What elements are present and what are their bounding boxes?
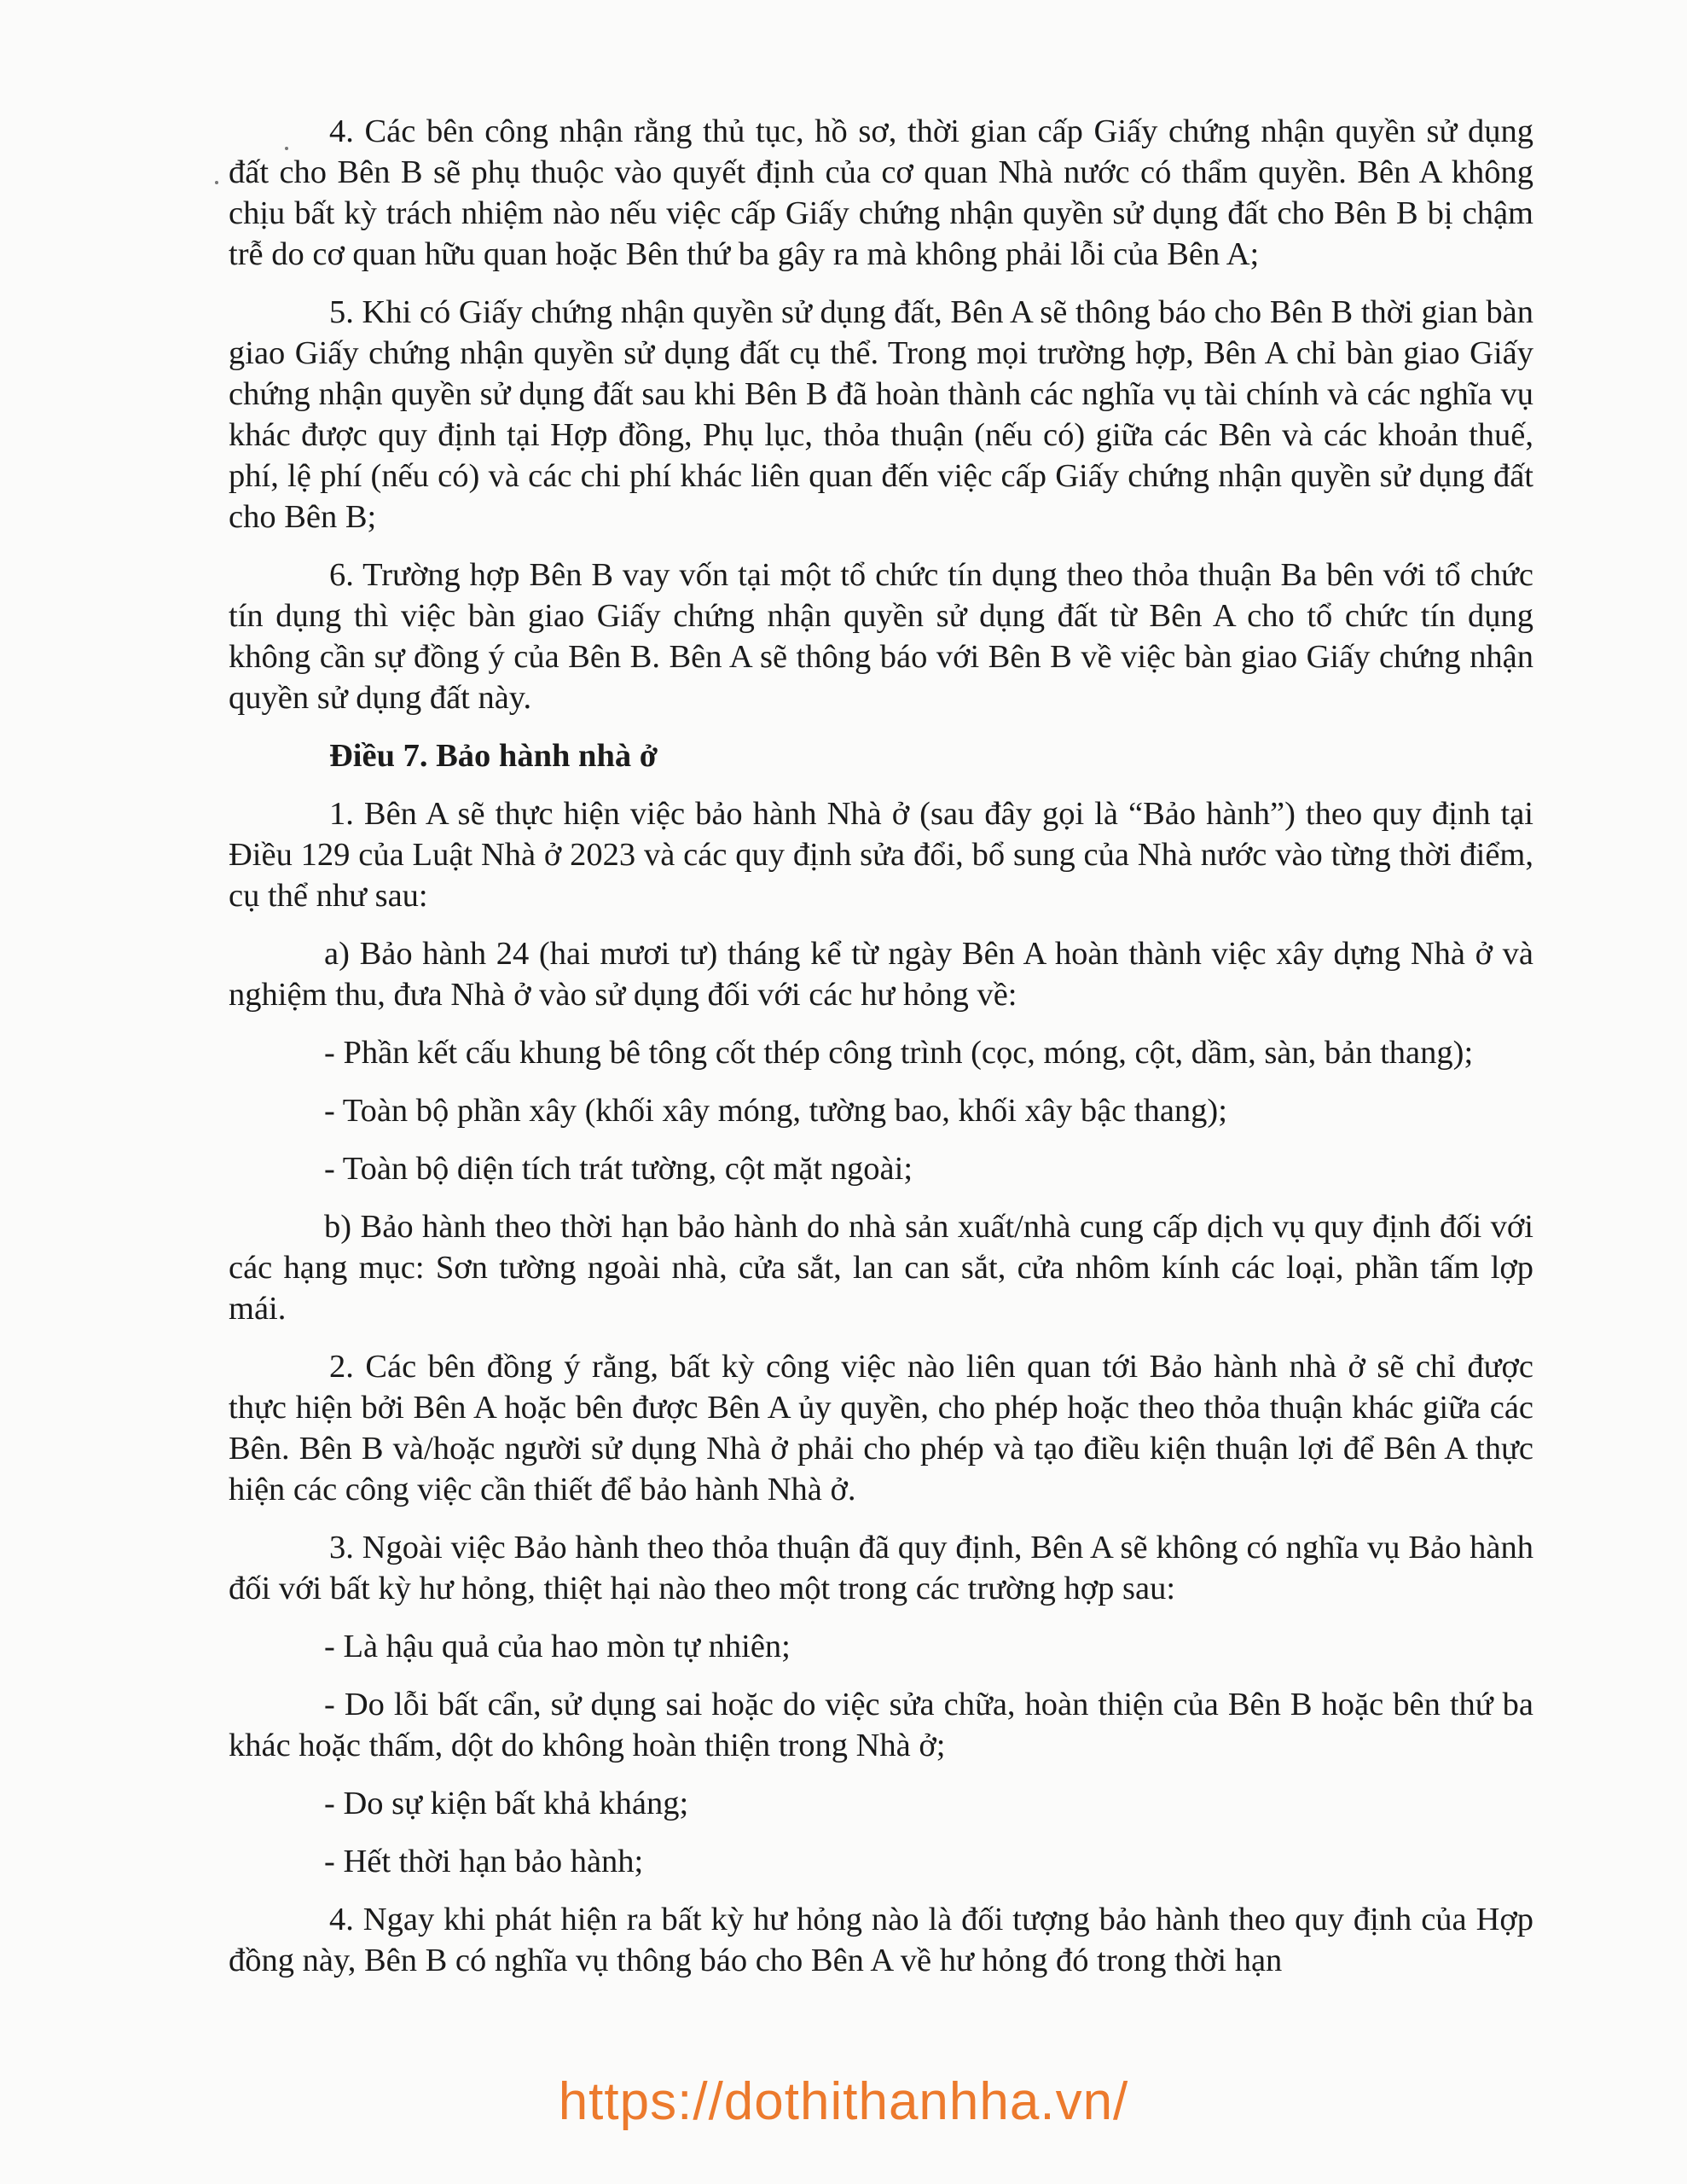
list-item: - Do sự kiện bất khả kháng; <box>324 1786 689 1821</box>
list-item: - Là hậu quả của hao mòn tự nhiên; <box>324 1629 791 1664</box>
scan-speck <box>215 181 218 184</box>
paragraph-6-credit-institution: 6. Trường hợp Bên B vay vốn tại một tổ chức tín dụng theo thỏa thuận Ba bên với tổ chức tín dụng thì việc bàn giao Giấy chứng nhận quyền sử dụng đất từ Bên A cho tổ chức tín dụng không cần sự đồng ý của Bên B. Bên A sẽ thông báo với Bên B về việc bàn giao Giấy chứng nhận quyền sử dụng đất này. <box>229 557 1533 716</box>
paragraph-7-3: 3. Ngoài việc Bảo hành theo thỏa thuận đã quy định, Bên A sẽ không có nghĩa vụ Bảo hành đối với bất kỳ hư hỏng, thiệt hại nào theo một trong các trường hợp sau: <box>229 1530 1533 1606</box>
article-7-heading: Điều 7. Bảo hành nhà ở <box>329 738 658 774</box>
list-item: - Phần kết cấu khung bê tông cốt thép công trình (cọc, móng, cột, dầm, sàn, bản thang); <box>324 1035 1474 1071</box>
paragraph-7-4: 4. Ngay khi phát hiện ra bất kỳ hư hỏng nào là đối tượng bảo hành theo quy định của Hợp đồng này, Bên B có nghĩa vụ thông báo cho Bên A về hư hỏng đó trong thời hạn <box>229 1902 1533 1978</box>
document-body <box>229 111 1533 1998</box>
list-item: - Toàn bộ phần xây (khối xây móng, tường bao, khối xây bậc thang); <box>324 1093 1227 1129</box>
paragraph-4-certificate-procedure: 4. Các bên công nhận rằng thủ tục, hồ sơ, thời gian cấp Giấy chứng nhận quyền sử dụng đất cho Bên B sẽ phụ thuộc vào quyết định của cơ quan Nhà nước có thẩm quyền. Bên A không chịu bất kỳ trách nhiệm nào nếu việc cấp Giấy chứng nhận quyền sử dụng đất cho Bên B bị chậm trễ do cơ quan hữu quan hoặc Bên thứ ba gây ra mà không phải lỗi của Bên A; <box>229 113 1533 272</box>
paragraph-7-2: 2. Các bên đồng ý rằng, bất kỳ công việc nào liên quan tới Bảo hành nhà ở sẽ chỉ được thực hiện bởi Bên A hoặc bên được Bên A ủy quyền, cho phép hoặc theo thỏa thuận khác giữa các Bên. Bên B và/hoặc người sử dụng Nhà ở phải cho phép và tạo điều kiện thuận lợi để Bên A thực hiện các công việc cần thiết để bảo hành Nhà ở. <box>229 1349 1533 1507</box>
list-item: - Do lỗi bất cẩn, sử dụng sai hoặc do việc sửa chữa, hoàn thiện của Bên B hoặc bên thứ ba khác hoặc thấm, dột do không hoàn thiện trong Nhà ở; <box>229 1687 1533 1763</box>
paragraph-7-1-warranty: 1. Bên A sẽ thực hiện việc bảo hành Nhà ở (sau đây gọi là “Bảo hành”) theo quy định tại Điều 129 của Luật Nhà ở 2023 và các quy định sửa đổi, bổ sung của Nhà nước vào từng thời điểm, cụ thể như sau: <box>229 796 1533 914</box>
watermark-url: https://dothithanhha.vn/ <box>558 2072 1129 2131</box>
list-item: - Hết thời hạn bảo hành; <box>324 1844 644 1879</box>
paragraph-5-certificate-handover: 5. Khi có Giấy chứng nhận quyền sử dụng đất, Bên A sẽ thông báo cho Bên B thời gian bàn giao Giấy chứng nhận quyền sử dụng đất cụ thể. Trong mọi trường hợp, Bên A chỉ bàn giao Giấy chứng nhận quyền sử dụng đất sau khi Bên B đã hoàn thành các nghĩa vụ tài chính và các nghĩa vụ khác được quy định tại Hợp đồng, Phụ lục, thỏa thuận (nếu có) giữa các Bên và các khoản thuế, phí, lệ phí (nếu có) và các chi phí khác liên quan đến việc cấp Giấy chứng nhận quyền sử dụng đất cho Bên B; <box>229 294 1533 535</box>
paragraph-7-1-a: a) Bảo hành 24 (hai mươi tư) tháng kể từ ngày Bên A hoàn thành việc xây dựng Nhà ở và nghiệm thu, đưa Nhà ở vào sử dụng đối với các hư hỏng về: <box>229 936 1533 1013</box>
list-item: - Toàn bộ diện tích trát tường, cột mặt ngoài; <box>324 1151 913 1187</box>
paragraph-7-1-b: b) Bảo hành theo thời hạn bảo hành do nhà sản xuất/nhà cung cấp dịch vụ quy định đối với các hạng mục: Sơn tường ngoài nhà, cửa sắt, lan can sắt, cửa nhôm kính các loại, phần tấm lợp mái. <box>229 1209 1533 1327</box>
